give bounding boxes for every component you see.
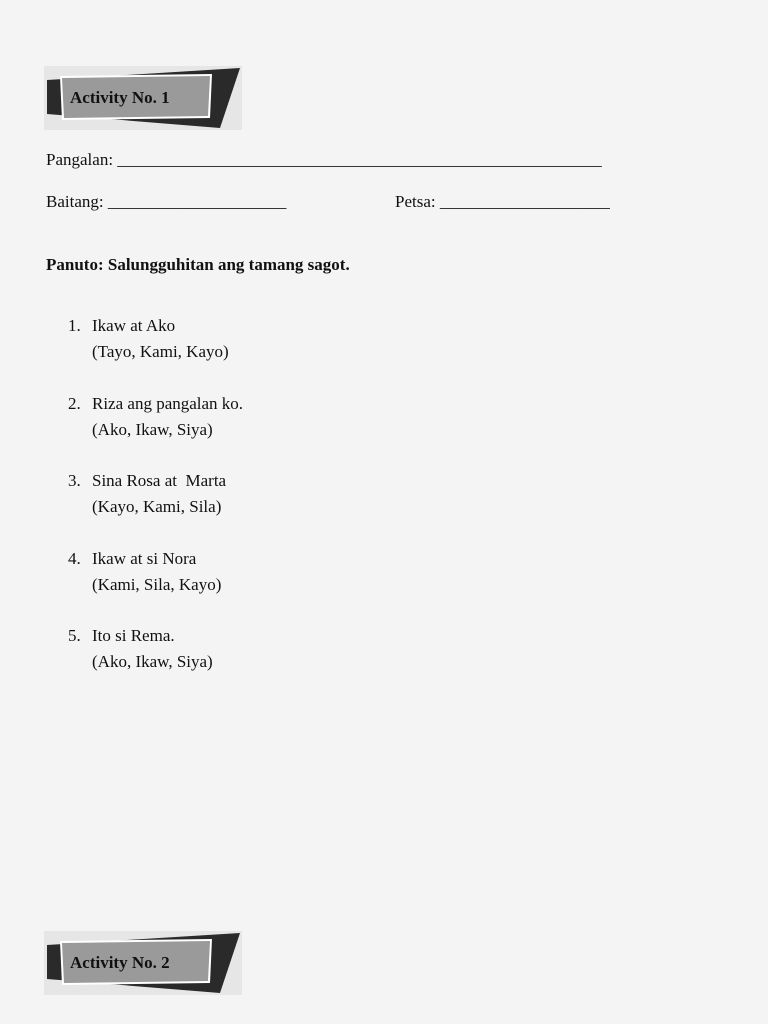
question-text: Riza ang pangalan ko.: [92, 393, 244, 413]
name-blank: _________________________________________________________: [117, 150, 602, 169]
question-number: 5.: [68, 626, 81, 645]
question-choices: (Ako, Ikaw, Siya): [92, 419, 213, 439]
activity-1-banner: [44, 66, 242, 130]
name-label: Pangalan:: [46, 150, 114, 169]
question-number: 2.: [68, 393, 81, 413]
grade-label: Baitang:: [46, 192, 104, 211]
question-choices: (Kami, Sila, Kayo): [92, 574, 222, 594]
question-text: Ito si Rema.: [92, 626, 175, 645]
question-choices: (Kayo, Kami, Sila): [92, 497, 222, 516]
date-field: [395, 192, 610, 212]
grade-blank: _____________________: [107, 192, 287, 211]
activity-1-title: Activity No. 1: [70, 88, 170, 107]
question-choices: (Tayo, Kami, Kayo): [92, 342, 229, 361]
date-label: Petsa:: [395, 192, 436, 211]
activity-2-title: Activity No. 2: [70, 953, 170, 972]
question-text: Ikaw at Ako: [92, 316, 176, 335]
question-number: 4.: [68, 548, 81, 568]
question-choices: (Ako, Ikaw, Siya): [92, 652, 213, 671]
instruction-text: Panuto: Salungguhitan ang tamang sagot.: [46, 255, 350, 274]
question-number: 1.: [68, 316, 81, 335]
question-number: 3.: [68, 471, 81, 490]
question-text: Ikaw at si Nora: [92, 548, 197, 568]
grade-field: [46, 192, 286, 212]
date-blank: ____________________: [439, 192, 610, 211]
name-field: [46, 150, 602, 170]
activity-2-banner: [44, 931, 242, 995]
question-text: Sina Rosa at Marta: [92, 471, 227, 490]
